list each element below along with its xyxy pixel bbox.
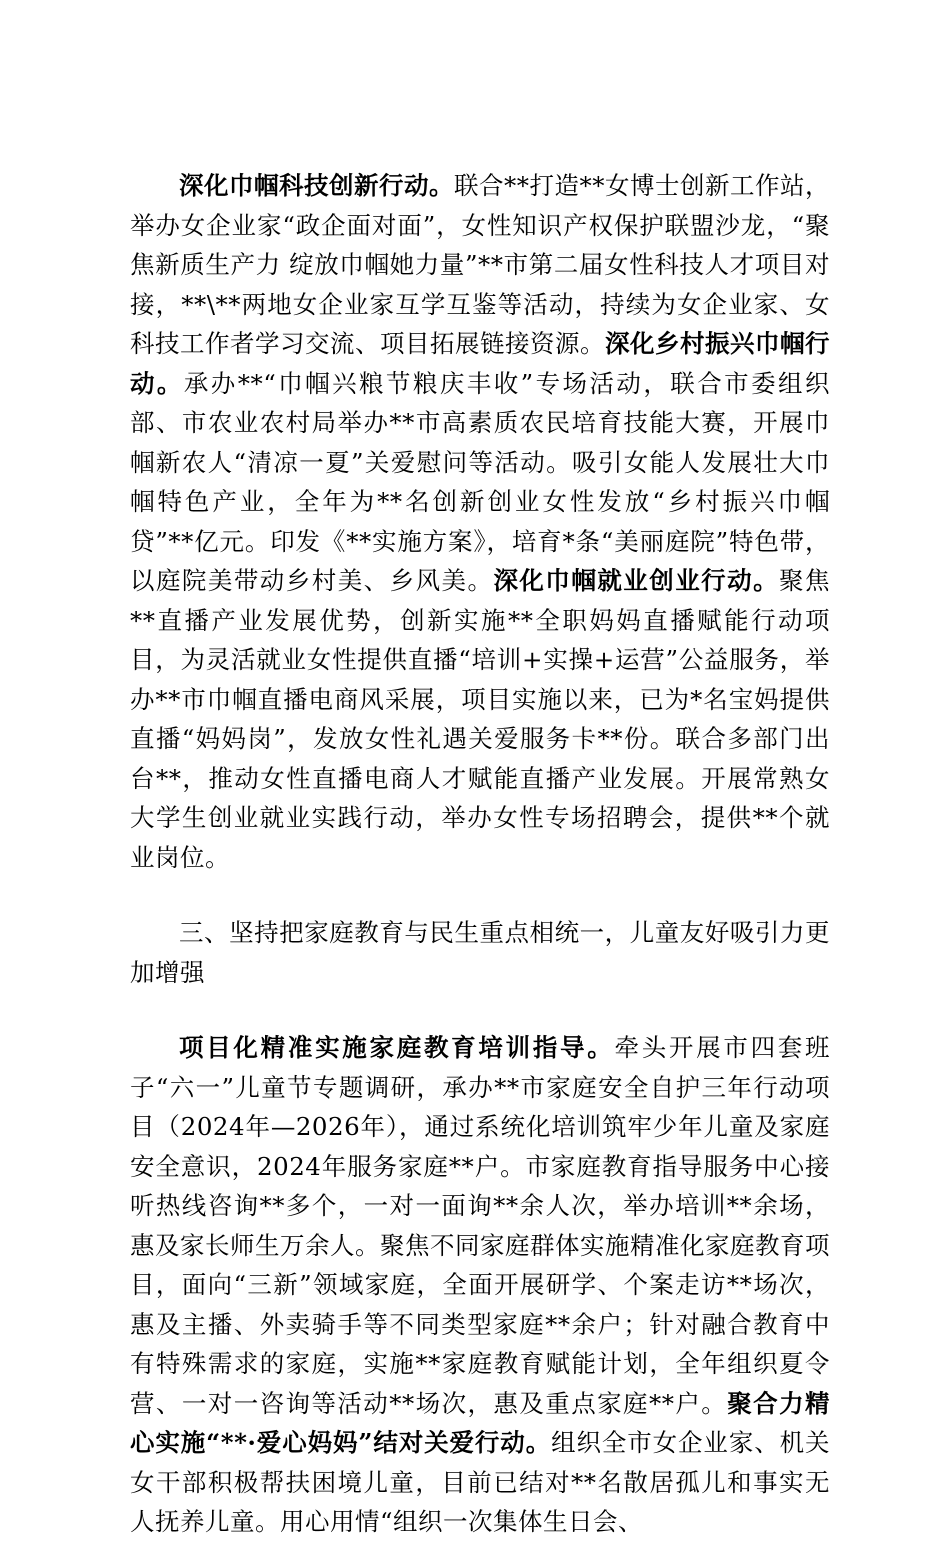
bold-heading-caring-mothers: 聚合力精心实施“**·爱心妈妈”结对关爱行动。 xyxy=(130,1388,831,1457)
bold-heading-family-education: 项目化精准实施家庭教育培训指导。 xyxy=(179,1033,615,1062)
paragraph-family-education xyxy=(130,1028,830,1542)
paragraph-text: 联合**打造**女博士创新工作站，举办女企业家“政企面对面”，女性知识产权保护联盟沙龙，“聚焦新质生产力 绽放巾帼她力量”**市第二届女性科技人才项目对接，**\**两地女企业家互学互鉴等活动，持续为女企业家、女科技工作者学习交流、项目拓展链接资源。 xyxy=(130,171,830,358)
section-heading-three xyxy=(130,913,830,992)
paragraph-text: 聚焦**直播产业发展优势，创新实施**全职妈妈直播赋能行动项目，为灵活就业女性提供直播“培训+实操+运营”公益服务，举办**市巾帼直播电商风采展，项目实施以来，已为*名宝妈提供直播“妈妈岗”，发放女性礼遇关爱服务卡**份。联合多部门出台**，推动女性直播电商人才赋能直播产业发展。开展常熟女大学生创业就业实践行动，举办女性专场招聘会，提供**个就业岗位。 xyxy=(130,566,831,872)
paragraph-text: 组织全市女企业家、机关女干部积极帮扶困境儿童，目前已结对**名散居孤儿和事实无人抚养儿童。用心用情“组织一次集体生日会、 xyxy=(130,1428,830,1536)
section-heading-text: 三、坚持把家庭教育与民生重点相统一，儿童友好吸引力更加增强 xyxy=(130,918,830,987)
paragraph-text: 承办**“巾帼兴粮节粮庆丰收”专场活动，联合市委组织部、市农业农村局举办**市高素质农民培育技能大赛，开展巾帼新农人“清凉一夏”关爱慰问等活动。吸引女能人发展壮大巾帼特色产业，全年为**名创新创业女性发放“乡村振兴巾帼贷”**亿元。印发《**实施方案》，培育*条“美丽庭院”特色带，以庭院美带动乡村美、乡风美。 xyxy=(130,368,830,595)
bold-heading-tech-innovation: 深化巾帼科技创新行动。 xyxy=(179,171,454,200)
bold-heading-rural-revitalization: 深化乡村振兴巾帼行动。 xyxy=(130,329,830,398)
paragraph-text: 牵头开展市四套班子“六一”儿童节专题调研，承办**市家庭安全自护三年行动项目（2024年—2026年），通过系统化培训筑牢少年儿童及家庭安全意识，2024年服务家庭**户。市家庭教育指导服务中心接听热线咨询**多个，一对一面询**余人次，举办培训**余场，惠及家长师生万余人。聚焦不同家庭群体实施精准化家庭教育项目，面向“三新”领域家庭，全面开展研学、个案走访**场次，惠及主播、外卖骑手等不同类型家庭**余户；针对融合教育中有特殊需求的家庭，实施**家庭教育赋能计划，全年组织夏令营、一对一咨询等活动**场次，惠及重点家庭**户。 xyxy=(130,1033,831,1418)
bold-heading-employment: 深化巾帼就业创业行动。 xyxy=(493,566,780,595)
paragraph-women-action xyxy=(130,166,830,877)
